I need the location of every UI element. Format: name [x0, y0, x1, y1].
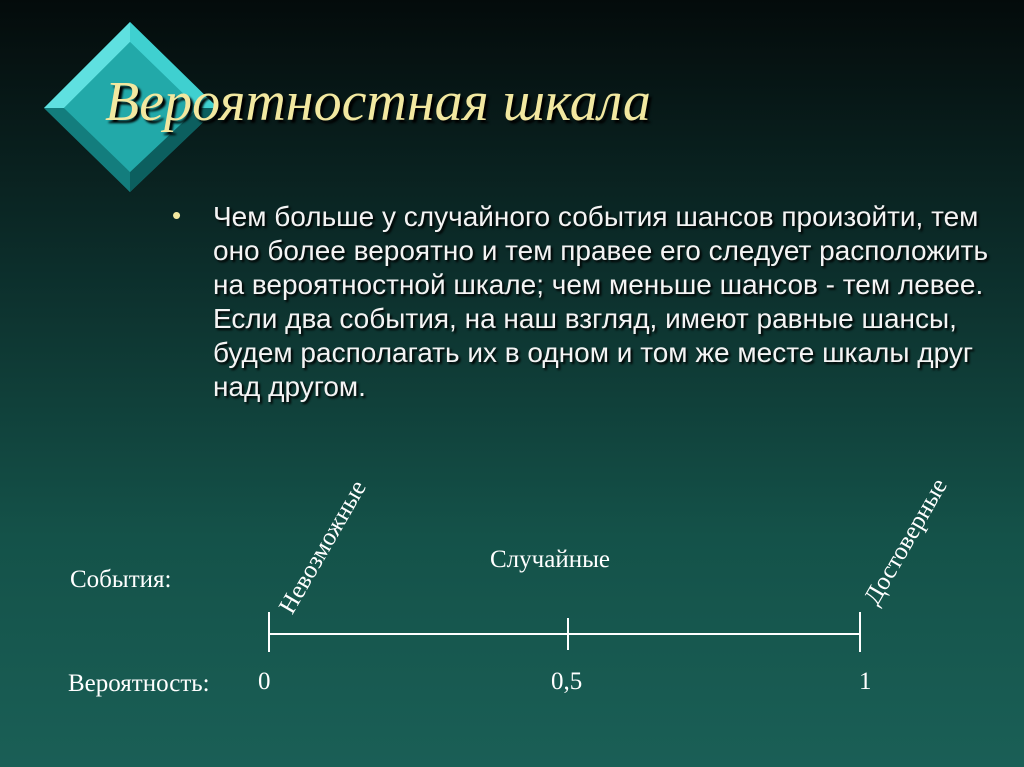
value-0-5: 0,5: [551, 668, 583, 695]
event-random-label: Случайные: [490, 546, 610, 573]
events-label: События:: [70, 566, 172, 593]
value-1: 1: [859, 668, 872, 695]
value-0: 0: [258, 668, 271, 695]
event-certain-label: Достоверные: [859, 473, 953, 610]
probability-label: Вероятность:: [68, 670, 210, 697]
bullet-text: Чем больше у случайного события шансов произойти, тем оно более вероятно и тем правее его следует расположить на вероятностной шкале; чем меньше шансов - тем левее. Если два события, на наш взгляд, имеют равные шансы, будем располагать их в одном и том же месте шкалы друг над другом.: [213, 201, 989, 402]
event-impossible-label: Невозможные: [274, 475, 372, 619]
bullet-marker: •: [172, 200, 182, 230]
slide-title: Вероятностная шкала: [105, 71, 651, 133]
